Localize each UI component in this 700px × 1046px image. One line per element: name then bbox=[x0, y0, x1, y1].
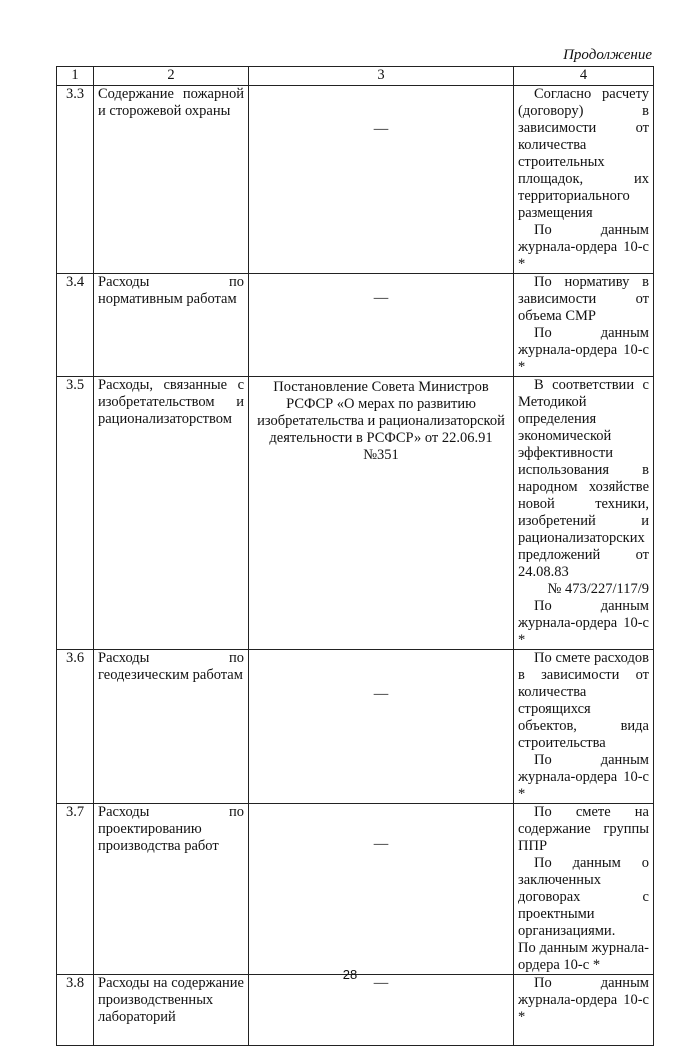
row-number: 3.5 bbox=[57, 377, 94, 650]
normative-basis bbox=[249, 377, 514, 650]
cost-table bbox=[56, 66, 654, 1046]
calculation-note bbox=[514, 804, 654, 975]
note-text: № 473/227/117/9 bbox=[547, 581, 649, 597]
empty-dash: — bbox=[373, 290, 389, 306]
normative-basis bbox=[249, 804, 514, 975]
table-row bbox=[57, 274, 654, 377]
note-text: По данным о заключенных договорах с проектными организациями. bbox=[518, 855, 649, 939]
page-number: 28 bbox=[342, 967, 358, 982]
column-number-row bbox=[57, 67, 654, 86]
note-text: По данным журнала-ордера 10-с * bbox=[518, 940, 649, 973]
continuation-label: Продолжение bbox=[563, 47, 652, 63]
basis-text: Постановление Совета Министров РСФСР «О мерах по развитию изобретательства и рационализаторской деятельности в РСФСР» от 22.06.91 №351 bbox=[257, 379, 505, 463]
row-number: 3.3 bbox=[57, 86, 94, 274]
column-number: 4 bbox=[514, 67, 654, 86]
note-text: По данным журнала-ордера 10-с * bbox=[518, 598, 649, 648]
normative-basis bbox=[249, 975, 514, 1046]
normative-basis bbox=[249, 86, 514, 274]
note-text: По данным журнала-ордера 10-с * bbox=[518, 752, 649, 802]
note-text: Согласно расчету (договору) в зависимости от количества строительных площадок, их территориального размещения bbox=[518, 86, 649, 221]
note-text: По смете расходов в зависимости от количества строящихся объектов, вида строительства bbox=[518, 650, 649, 751]
empty-dash: — bbox=[373, 686, 389, 702]
row-number: 3.8 bbox=[57, 975, 94, 1046]
column-number: 1 bbox=[57, 67, 94, 86]
row-number: 3.6 bbox=[57, 650, 94, 804]
note-text: По нормативу в зависимости от объема СМР bbox=[518, 274, 649, 324]
expense-name: Расходы по нормативным работам bbox=[94, 274, 249, 377]
empty-dash: — bbox=[373, 975, 389, 991]
empty-dash: — bbox=[373, 121, 389, 137]
note-text: По смете на содержание группы ППР bbox=[518, 804, 649, 854]
expense-name: Расходы по геодезическим работам bbox=[94, 650, 249, 804]
row-number: 3.7 bbox=[57, 804, 94, 975]
calculation-note bbox=[514, 650, 654, 804]
calculation-note bbox=[514, 274, 654, 377]
table-row bbox=[57, 804, 654, 975]
note-text: По данным журнала-ордера 10-с * bbox=[518, 222, 649, 272]
note-text: По данным журнала-ордера 10-с * bbox=[518, 325, 649, 375]
expense-name: Расходы на содержание производственных лабораторий bbox=[94, 975, 249, 1046]
normative-basis bbox=[249, 274, 514, 377]
empty-dash: — bbox=[373, 836, 389, 852]
expense-name: Содержание пожарной и сторожевой охраны bbox=[94, 86, 249, 274]
note-text: В соответствии с Методикой определения экономической эффективности использования в народном хозяйстве новой техники, изобретений и рационализаторских предложений от 24.08.83 bbox=[518, 377, 649, 580]
calculation-note bbox=[514, 377, 654, 650]
table-row bbox=[57, 377, 654, 650]
calculation-note bbox=[514, 86, 654, 274]
expense-name: Расходы, связанные с изобретательством и рационализаторством bbox=[94, 377, 249, 650]
note-text: По данным журнала-ордера 10-с * bbox=[518, 975, 649, 1025]
calculation-note bbox=[514, 975, 654, 1046]
table-row bbox=[57, 975, 654, 1046]
row-number: 3.4 bbox=[57, 274, 94, 377]
column-number: 2 bbox=[94, 67, 249, 86]
table-row bbox=[57, 650, 654, 804]
normative-basis bbox=[249, 650, 514, 804]
table-row bbox=[57, 86, 654, 274]
column-number: 3 bbox=[249, 67, 514, 86]
expense-name: Расходы по проектированию производства работ bbox=[94, 804, 249, 975]
